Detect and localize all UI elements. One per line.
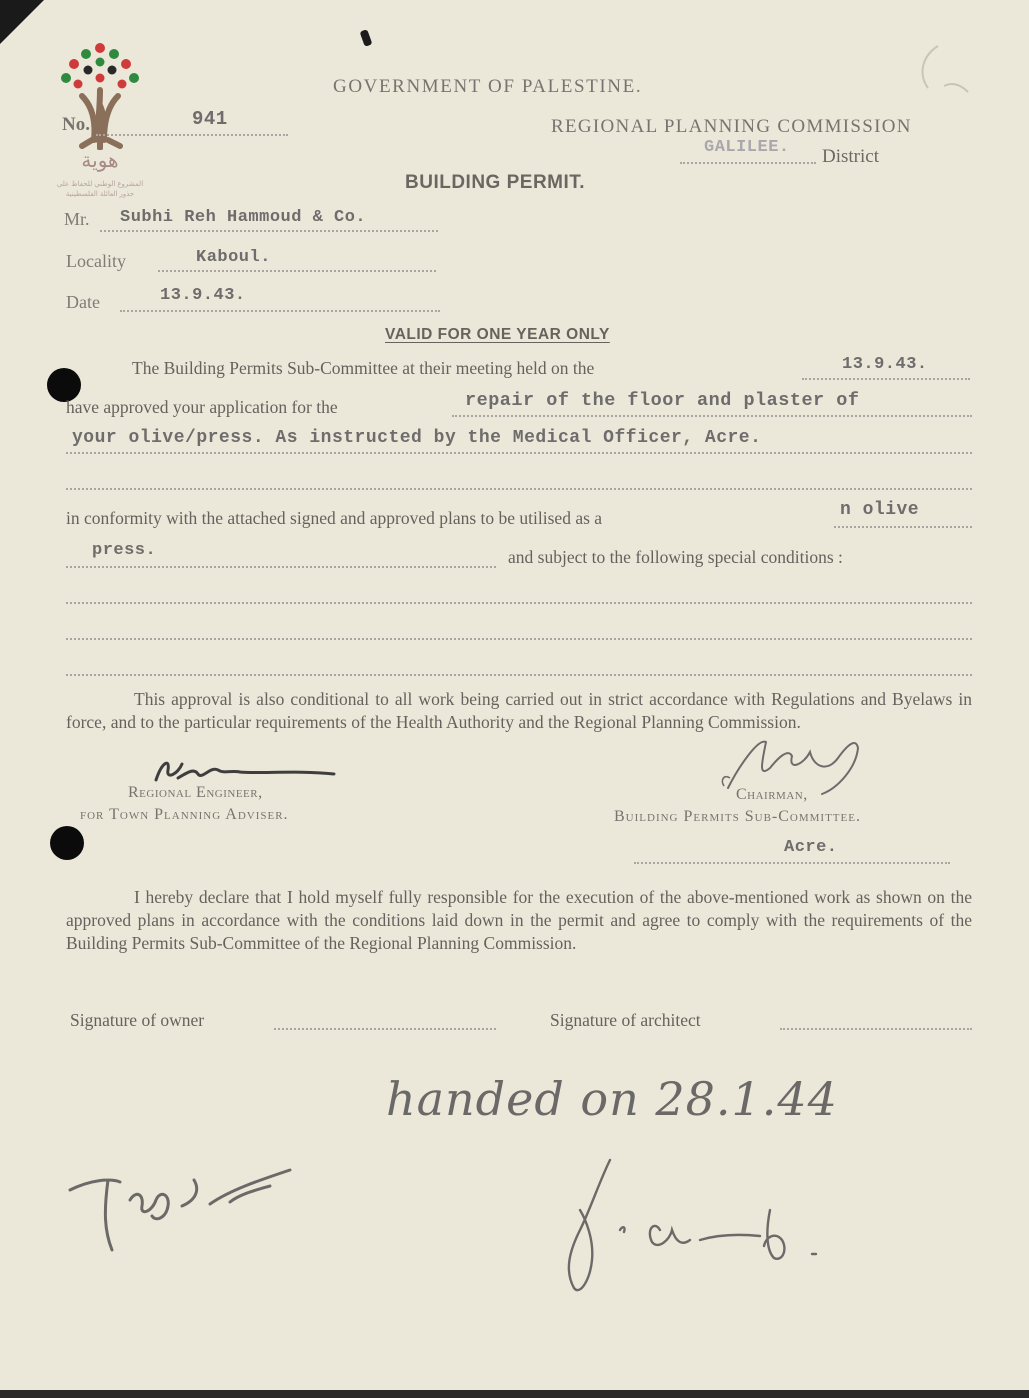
conditions-sentence: and subject to the following special conditions :: [508, 547, 843, 567]
handwritten-receiver-signature: [550, 1150, 840, 1300]
government-heading: GOVERNMENT OF PALESTINE.: [333, 76, 643, 97]
utilised-text-1: n olive: [840, 500, 920, 520]
district-label: District: [822, 146, 879, 167]
mr-label: Mr.: [64, 209, 90, 229]
utilised-text-2: press.: [92, 541, 157, 560]
chairman-title: Chairman,: [736, 786, 808, 803]
building-permits-subcommittee: Building Permits Sub-Committee.: [614, 808, 861, 825]
conformity-sentence: in conformity with the attached signed and approved plans to be utilised as a: [66, 508, 603, 528]
locality-value: Kaboul.: [196, 248, 271, 267]
locality-label: Locality: [66, 251, 126, 271]
conditions-line-2: [66, 620, 972, 640]
approval-sentence: have approved your application for the: [66, 397, 338, 417]
town-planning-adviser: for Town Planning Adviser.: [80, 806, 289, 823]
permit-number-label: No.: [62, 114, 90, 135]
mr-value: Subhi Reh Hammoud & Co.: [120, 208, 367, 227]
binder-hole-bottom: [50, 826, 84, 860]
validity-notice: VALID FOR ONE YEAR ONLY: [385, 326, 610, 343]
ink-mark: [360, 29, 373, 47]
owner-declaration-paragraph: I hereby declare that I hold myself fully responsible for the execution of the above-mentioned work as shown on the approved plans in accordance with the conditions laid down in the permit and agree to comply with the requirements of the Building Permits Sub-Committee of the Regional Planning Commission.: [66, 887, 972, 953]
faint-pencil-mark: [898, 38, 978, 98]
meeting-date-value: 13.9.43.: [842, 355, 928, 374]
approval-conditions-paragraph: This approval is also conditional to all work being carried out in strict accordance with Regulations and Byelaws in force, and to the particular requirements of the Health Authority and the Regional Planning Commission.: [66, 689, 972, 732]
corner-shadow: [0, 0, 44, 44]
permit-number-value: 941: [192, 108, 228, 130]
commission-heading: REGIONAL PLANNING COMMISSION: [551, 116, 912, 137]
scan-bottom-edge: [0, 1390, 1029, 1398]
conditions-line-3: [66, 656, 972, 676]
blank-line-1: [66, 470, 972, 490]
logo-arabic-name: هوية: [81, 150, 119, 172]
conditions-line-1: [66, 584, 972, 604]
handwritten-arabic-signature: [60, 1150, 330, 1260]
logo-caption-line1: المشروع الوطني للحفاظ على: [56, 181, 144, 188]
purpose-text-1: repair of the floor and plaster of: [465, 390, 860, 411]
chairman-place-value: Acre.: [784, 838, 838, 857]
regional-engineer-title: Regional Engineer,: [128, 784, 263, 801]
architect-signature-label: Signature of architect: [550, 1010, 701, 1030]
purpose-text-2: your olive/press. As instructed by the Medical Officer, Acre.: [72, 428, 762, 448]
logo-caption-line2: جذور العائلة الفلسطينية: [65, 191, 135, 198]
date-value: 13.9.43.: [160, 286, 246, 305]
owner-signature-line: [274, 1010, 496, 1030]
handwritten-handed-note: handed on 28.1.44: [386, 1072, 838, 1126]
meeting-sentence: The Building Permits Sub-Committee at their meeting held on the: [132, 358, 595, 378]
owner-signature-label: Signature of owner: [70, 1010, 205, 1030]
district-value: GALILEE.: [704, 138, 790, 157]
architect-signature-line: [780, 1010, 972, 1030]
date-label: Date: [66, 292, 100, 312]
document-title: BUILDING PERMIT.: [405, 172, 586, 193]
